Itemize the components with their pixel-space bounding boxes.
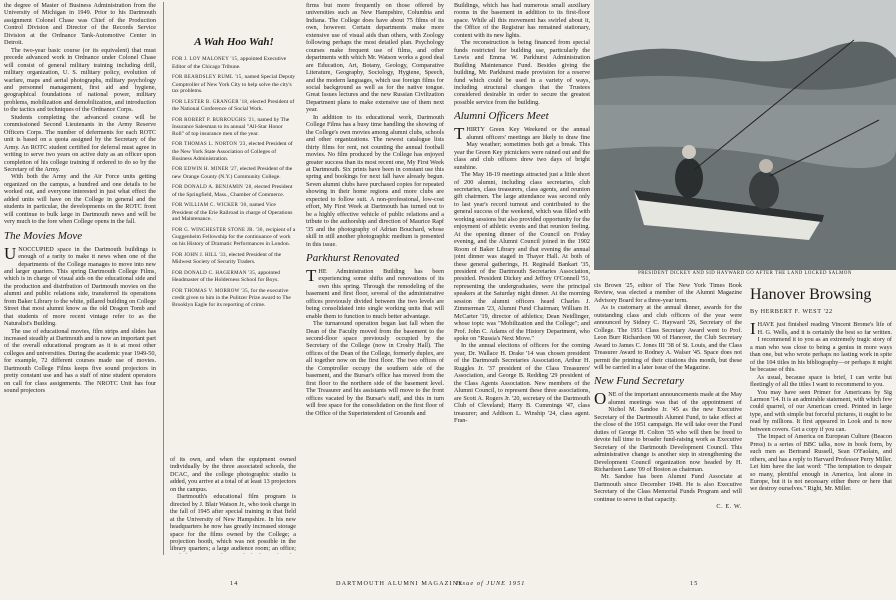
sidebar-item-name: FOR JOHN J. HILL '33,	[172, 252, 228, 258]
sidebar-item	[172, 202, 296, 223]
column-4	[306, 2, 444, 554]
sidebar-item-text: recipient of a Guggenheim Fellowship for the continuance of work on his History of Dramatic Performances in London.	[172, 226, 296, 248]
column-3	[170, 456, 296, 554]
sidebar-item-name: FOR EDWIN H. MINER '27,	[172, 167, 239, 173]
sidebar-item	[172, 141, 296, 162]
page-number-right: 15	[690, 580, 699, 587]
col7-para-4: The Impact of America on European Culture (Beacon Press) is a series of BBC talks, now in book form, by such men as Bertrand Russell, Sean O'Faolain, and others, and has a reply to Harvard Professor Perry Miller. Let him have the last word: "The temptation to despair so many, plentiful enough in America, lest alone in Europe, but it is not necessary either there or here that we destroy ourselves." Right, Mr. Miller.	[750, 433, 892, 493]
col1-para-1: the degree of Master of Business Administration from the University of Michigan in 1949. Prior to his Dartmouth assignment Colonel Chase was Chief of the Production Control Division and Director of the Records Service Division at the Ordnance Tank-Automotive Center in Detroit.	[4, 2, 156, 47]
col4-para-2: In addition to its educational work, Dartmouth College Films has a busy time handling the showing of the College's own movies among alumni clubs, schools and other organizations. The newest catalogue lists thirty films for rent, not counting the annual football movies. No film produced by the College has enjoyed greater success than its most recent one, My First Week at Dartmouth. Six prints have been in constant use this spring and bookings for next fall have already begun. Seven alumni clubs have purchased copies for repeated showing in their home regions and more clubs are expected to follow suit. A non-professional, low-cost effort, My First Week at Dartmouth has turned out to be a highly effective vehicle of public relations and a tribute to the authorship and direction of Maurice Rapf '35 and the photography of Adrian Bouchard, whose skill in still another photographic medium is presented in this issue.	[306, 113, 444, 248]
sidebar-item	[172, 270, 296, 284]
col5-para-2: The reconstruction is being financed from special funds restricted for building use, particularly the Lewis and Emma W. Parkhurst Administration Building Maintenance Fund. Besides giving the building, Mr. Parkhurst made provision for a reserve fund which could be used in a variety of ways, including structural changes that the Trustees considered desirable in order to secure the greatest possible service from the building.	[454, 39, 590, 106]
sidebar-item-text: appointed Executive Editor of the Chicago Tribune.	[172, 56, 287, 70]
col7-para-1: HAVE just finished reading Vincent Brome's life of H. G. Wells, and it is certainly the best so far written. I recommend it to you as an extremely tragic story of a man who was close to being a genius in more ways than one, but who wrote perhaps no lasting work in spite of the 104 titles in his bibliography—or perhaps it might be because of this.	[750, 321, 892, 374]
sidebar-item-name: FOR THOMAS L. NORTON '23,	[172, 142, 248, 148]
col6-para-3: NE of the important announcements made at the May alumni meetings was that of the appointment of Nichol M. Sandoe Jr. '45 as the new Executive Secretary of the Dartmouth Alumni Fund, to take effect at the close of the 1951 campaign. He will take over the Fund duties of George H. Colton '35 who will then be freed to devote full time to broader fund-raising work as Executive Secretary of the Dartmouth Development Council. This administrative change is another step in strengthening the Development Council organization now headed by H. Richardson Lane '09 of Boston as chairman.	[594, 391, 742, 473]
col5-para-1: Buildings, which has had numerous small auxiliary rooms in the basement in addition to its first-floor space. While all this movement has swirled about it, the Office of the Registrar has remained stationary, content with its new lights.	[454, 2, 590, 39]
col5-para-5: In the annual elections of officers for the coming year, Dr. Wallace H. Drake '14 was chosen president of the Dartmouth Secretaries Association, Arthur H. Ruggles Jr. '37 president of the Class Treasurers' Association, and George B. Redding '29 president of the Class Agents Association. New members of the Alumni Council, to represent these three associations, are Scott A. Rogers Jr. '20, secretary of the Dartmouth Club of Cleveland; Harry B. Cummings '47, class treasurer; and Addison L. Winship '24, class agent. Fran-	[454, 342, 590, 425]
dropcap: T	[306, 265, 317, 285]
dropcap: I	[750, 319, 756, 339]
column-1	[4, 2, 156, 554]
sidebar-item-name: FOR BEARDSLEY RUML '15,	[172, 75, 244, 81]
sidebar-item-name: FOR LESTER B. GRANGER '18,	[172, 99, 249, 105]
sidebar-item-name: FOR DONALD C. HAGERMAN '35,	[172, 270, 257, 276]
sidebar-item	[172, 166, 296, 180]
sidebar-item-name: FOR ROBERT P. BURROUGHS '21,	[172, 117, 256, 123]
col5-para-4: The May 18-19 meetings attracted just a little short of 200 alumni, including class secretaries, club secretaries, class treasurers, class agents, and reunion gift chairmen. The large attendance was second only to last year's record turnout and contributed to the general success of the weekend, which was filled with working sessions but also provided opportunity for the enjoyment of athletic events and that reunion feeling. At the opening dinner of the Council on Friday evening, and the Alumni Council joined in the 1902 Room of Baker Library and that evening the annual joint dinner was staged in Thayer Hall. At both of these general gatherings, H. Reginald Bankart '35, president of the Dartmouth Secretaries Association, presided. President Dickey and Jeffrey O'Connell '51, representing the undergraduates, were the principal speakers at the Saturday night dinner. At the morning session the alumni officers heard Charles J. Zimmerman '23, Alumni Fund Chairman; William H. McCarter '19, director of athletics; Dean Neidlinger, whose topic was "Mobilization and the College"; and Prof. John C. Adams of the History Department, who spoke on "Russia's Next Move."	[454, 171, 590, 343]
column-5	[454, 2, 590, 554]
sidebar-item	[172, 252, 296, 266]
sidebar-item-text: elected President of the Midwest Society of Security Traders.	[172, 251, 282, 266]
col3-para-1: of its own, and when the equipment owned individually by the three associated schools, the DCAC, and the college photographic studio is added, you arrive at a total of at least 13 projectors on the campus.	[170, 456, 296, 493]
sidebar-item	[172, 117, 296, 138]
col6-para-2: As is customary at the annual dinner, awards for the outstanding class and club officers of the year were announced by Sidney C. Hayward '26, Secretary of the College. The 1951 Class Secretary Award went to Prof. Leon Burr Richardson '00 of Hanover, the Club Secretary Award to James C. Jones III '38 of St. Louis, and the Class Treasurer Award to Rodney A. Walser '45. Space does not permit the printing of their citations this month, but these will be carried in a later issue of the Magazine.	[594, 304, 742, 371]
sidebar-item-name: FOR THOMAS V. MORROW '35,	[172, 288, 250, 294]
col1-para-4: With both the Army and the Air Force units getting organized on the campus, a hundred and one details to be worked out, and everyone interested in just what effect the added units will have on the College in general and the students in particular, the developments on the ROTC front will continue to bulk large in Dartmouth news and will be very much to the fore when College opens in the fall.	[4, 173, 156, 226]
column-6	[594, 282, 742, 554]
column-7	[750, 282, 892, 554]
col7-para-2: As usual, because space is brief, I can write but fleetingly of all the titles I want to recommend to you.	[750, 373, 892, 389]
signature: C. E. W.	[716, 503, 742, 511]
sidebar-item-text: for the executive credit given to him in the Pulitzer Prize award to The Brooklyn Eagle for its reporting of crime.	[172, 287, 291, 308]
sidebar-item	[172, 99, 296, 113]
photo-caption: PRESIDENT DICKEY AND SID HAYWARD GO AFTER THE LAND LOCKED SALMON	[638, 271, 852, 276]
col4-para-1: firms but more frequently on those offered by universities such as New Hampshire, Columbia and Indiana. The College does have about 75 films of its own, however. Certain departments make more extensive use of visual aids than others, with Zoology following perhaps the most detailed plan. Psychology courses make frequent use of films, and other departments with which Mr. Watson works a good deal are Education, Art, Botany, Geology, Comparative Literature, Geography, Sociology, Hygiene, Speech, and the modern languages, which use foreign films for social background as well as for the native tongue. Great Issues lectures and the new Russian Civilization Department plans to make extensive use of them next year.	[306, 2, 444, 114]
sidebar-title: A Wah Hoo Wah!	[194, 36, 274, 48]
sidebar-item-text: named Vice President of the Erie Railroad in charge of Operations and Maintenance.	[172, 202, 293, 223]
sidebar-item	[172, 288, 296, 309]
sidebar-item	[172, 74, 296, 95]
col4-para-4: The turnaround operation began last fall when the Dean of the Faculty moved from the basement to the second-floor space previously occupied by the Secretary of the College (now in Crosby Hall). The offices of the Dean of the College, formerly duplex, are all together now on the first floor. The two offices of the Comptroller occupy the southern side of the basement, and the Bursar's office has moved from the first floor to the northern side of the basement level. The Treasurer and his assistants will move to the front offices vacated by the Bursar's staff, and this in turn will free space for the consolidation on the first floor of the Office of the Superintendent of Grounds and	[306, 320, 444, 417]
sidebar-item	[172, 227, 296, 248]
sidebar-item-text: elected President of the new Orange County (N.Y.) Community College.	[172, 166, 293, 180]
col1-para-5: NOCCUPIED space in the Dartmouth buildings is enough of a rarity to make it news when one of the departments of the College manages to move into new and larger quarters. This spring Dartmouth College Films, which is in charge of visual aids on the educational side and the production and distribution of Dartmouth movies on the alumni and public relations side, transferred its operations from Baker Library to the white, pillared building on College Street that most alumni know as the old Dragon Tomb and that students of more recent vintage refer to as the Naturalist's Building.	[4, 245, 156, 328]
sidebar-item-text: named by The Insurance Salesman to its annual "All-Star Honor Roll" of top insurance men of the year.	[172, 116, 290, 137]
sidebar-item	[172, 56, 296, 70]
byline: By HERBERT F. WEST '22	[750, 308, 833, 315]
col1-para-2: The two-year basic course (or its equivalent) that must precede advanced work in Ordnance under Colonel Chase will consist of general military training including drill, military organization, U. S. military policy, evolution of warfare, maps and aerial photographs, military psychology and personnel management, first aid and hygiene, geographical foundations of national power, military problems, mobilization and demobilization, and introduction to the tactics and techniques of the Ordnance Corps.	[4, 46, 156, 114]
col6-para-4: Mr. Sandoe has been Alumni Fund Associate at Dartmouth since December 1948. He is also Executive Secretary of the Class Memorial Funds Program and will continue to serve in that capacity.	[594, 473, 742, 503]
sidebar-item-text: elected President of the Springfield, Mass., Chamber of Commerce.	[172, 184, 293, 198]
fishing-photo	[594, 0, 896, 270]
photo-illustration	[594, 0, 896, 270]
dropcap: O	[594, 389, 607, 409]
col1-para-3: Students completing the advanced course will be commissioned Second Lieutenants in the Army Reserve Officers Corps. The number of deferments for each ROTC unit is based on a quota assigned by the Secretary of the Army. An ROTC student certified for deferral must agree in writing to serve two years on active duty as an officer upon completion of his college training if ordered to do so by the Secretary of the Army.	[4, 113, 156, 173]
headline-new-fund-secretary: New Fund Secretary	[594, 375, 685, 388]
sidebar-list	[172, 56, 296, 308]
sidebar-item-text: elected President of the New York State Association of Colleges of Business Administration.	[172, 141, 293, 162]
sidebar-item	[172, 184, 296, 198]
col4-para-3: HE Administration Building has been experiencing some shifts and renovations of its own this spring. Through the remodeling of the basement and first floor, several of the administrative offices previously divided between the two levels are being consolidated into single working units that will enable them to function to much better advantage.	[306, 267, 444, 320]
col1-para-6: The use of educational movies, film strips and slides has increased steadily at Dartmouth and is now an important part of the overall educational program as it is at most other colleges and universities. During the academic year 1949-50, for example, 72 different courses made use of movies. Dartmouth College Films keeps five sound projectors in pretty constant use and has a staff of nine student operators on call for class assignments. The NROTC Unit has four sound projectors	[4, 327, 156, 395]
dropcap: T	[454, 124, 465, 144]
sidebar-item-text: appointed Headmaster of the Holderness School for Boys.	[172, 269, 281, 284]
col6-para-1: cis Brown '25, editor of The New York Times Book Review, was elected a member of the Alumni Magazine Advisory Board for a three-year term.	[594, 282, 742, 304]
col3-para-2: Dartmouth's educational film program is directed by J. Blair Watson Jr., who took charge in the fall of 1945 after special training in that field at the University of New Hampshire. In his new headquarters he now has greatly increased storage space for the films owned by the College; a projection booth, which was not possible in the library quarters; a large audience room; an office;	[170, 493, 296, 553]
headline-movies-move: The Movies Move	[4, 229, 83, 242]
sidebar-item-name: FOR G. WINCHESTER STONE JR. '30,	[172, 227, 265, 233]
hanover-browsing-title: Hanover Browsing	[750, 286, 872, 303]
headline-parkhurst-renovated: Parkhurst Renovated	[306, 251, 400, 264]
sidebar-item-name: FOR J. LOY MALONEY '15,	[172, 57, 239, 62]
sidebar-item-text: named Special Deputy Comptroller of New York City to help solve the city's tax problems.	[172, 74, 296, 95]
col5-para-3: HIRTY Green Key Weekend or the annual alumni officers' meetings are likely to draw fine May weather; sometimes both get a break. This year the Green Key picnickers were rained out and the class and club officers drew two days of bright sunshine.	[454, 126, 590, 171]
page-number-left: 14	[230, 580, 239, 587]
sidebar-item-name: FOR DONALD A. BENJAMIN '28,	[172, 185, 253, 191]
sidebar-item-text: elected President of the National Conference of Social Work.	[172, 98, 295, 113]
dropcap: U	[4, 243, 17, 263]
headline-alumni-officers-meet: Alumni Officers Meet	[454, 110, 549, 123]
sidebar-item-name: FOR WILLIAM C. WICKER '30,	[172, 203, 249, 209]
magazine-name: DARTMOUTH ALUMNI MAGAZINE	[336, 580, 464, 587]
col7-para-3: You may have seen Primer for Americans by Sig Larmon '14. It is an admirable statement, with which few could quarrel, of our American creed. Printed in large type, and with simple but forceful pictures, it ought to be read by millions. It first appeared in Look and is now between covers. Get a copy if you can.	[750, 388, 892, 433]
issue-date: Issue of JUNE 1951	[456, 580, 526, 587]
